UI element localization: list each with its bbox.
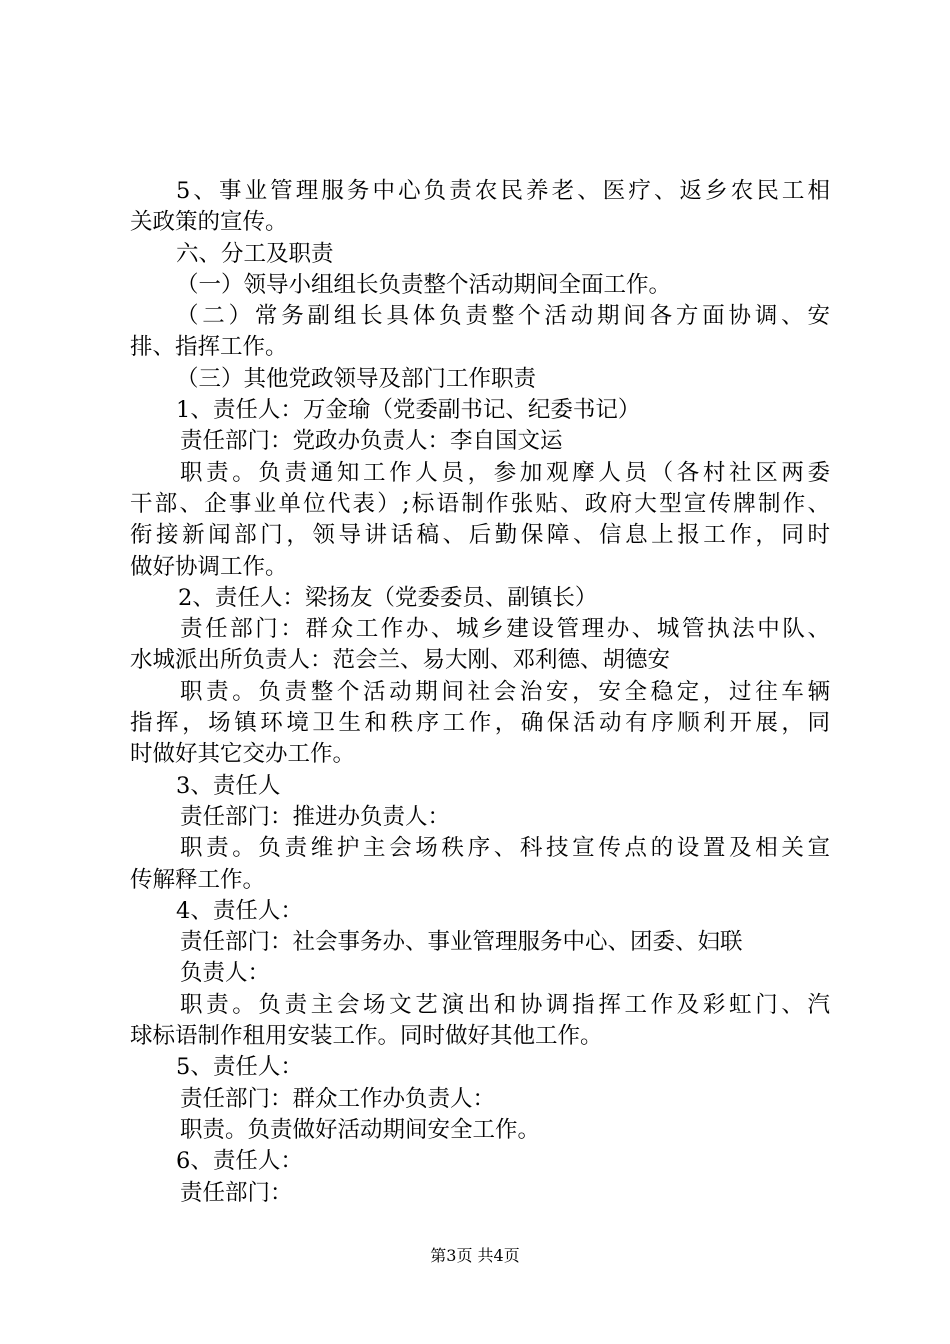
- text-line: 水城派出所负责人：范会兰、易大刚、邓利德、胡德安: [130, 647, 671, 674]
- text-line: 负责人：: [180, 960, 271, 987]
- text-line: 2、责任人：梁扬友（党委委员、副镇长）: [178, 584, 598, 611]
- text-line: 职责。负责整个活动期间社会治安，安全稳定，过往车辆: [180, 678, 830, 705]
- text-line: 责任部门：推进办负责人：: [180, 803, 451, 830]
- document-body: [130, 176, 830, 1209]
- text-line: 六、分工及职责: [176, 240, 334, 267]
- text-line: 责任部门：群众工作办负责人：: [180, 1085, 496, 1112]
- text-line: 关政策的宣传。: [130, 209, 288, 236]
- text-line: 传解释工作。: [130, 866, 266, 893]
- text-line: 3、责任人: [176, 772, 281, 799]
- text-line: 衔接新闻部门，领导讲话稿、后勤保障、信息上报工作，同时: [130, 522, 830, 549]
- text-line: （三）其他党政领导及部门工作职责: [176, 365, 537, 392]
- text-line: 指挥，场镇环境卫生和秩序工作，确保活动有序顺利开展，同: [130, 710, 830, 737]
- text-line: 球标语制作租用安装工作。同时做好其他工作。: [130, 1023, 603, 1050]
- text-line: 5、事业管理服务中心负责农民养老、医疗、返乡农民工相: [176, 178, 830, 204]
- text-line: 排、指挥工作。: [130, 334, 288, 361]
- text-line: 责任部门：党政办负责人：李自国文运: [180, 428, 563, 455]
- text-line: （二）常务副组长具体负责整个活动期间各方面协调、安: [176, 303, 830, 330]
- text-line: （一）领导小组组长负责整个活动期间全面工作。: [176, 271, 672, 298]
- text-line: 责任部门：: [180, 1179, 293, 1206]
- text-line: 职责。负责做好活动期间安全工作。: [180, 1116, 541, 1143]
- text-line: 时做好其它交办工作。: [130, 741, 356, 768]
- text-line: 职责。负责维护主会场秩序、科技宣传点的设置及相关宣: [180, 835, 830, 862]
- text-line: 职责。负责主会场文艺演出和协调指挥工作及彩虹门、汽: [180, 991, 830, 1018]
- text-line: 责任部门：社会事务办、事业管理服务中心、团委、妇联: [180, 929, 743, 956]
- text-line: 责任部门：群众工作办、城乡建设管理办、城管执法中队、: [180, 616, 830, 643]
- text-line: 6、责任人：: [176, 1148, 303, 1175]
- text-line: 做好协调工作。: [130, 553, 288, 580]
- text-line: 5、责任人：: [176, 1054, 303, 1081]
- page-footer: 第3页 共4页: [430, 1246, 520, 1265]
- text-line: 4、责任人：: [176, 897, 303, 924]
- text-line: 干部、企事业单位代表）;标语制作张贴、政府大型宣传牌制作、: [130, 490, 830, 517]
- text-line: 职责。负责通知工作人员，参加观摩人员（各村社区两委: [180, 459, 830, 486]
- text-line: 1、责任人：万金瑜（党委副书记、纪委书记）: [176, 397, 641, 424]
